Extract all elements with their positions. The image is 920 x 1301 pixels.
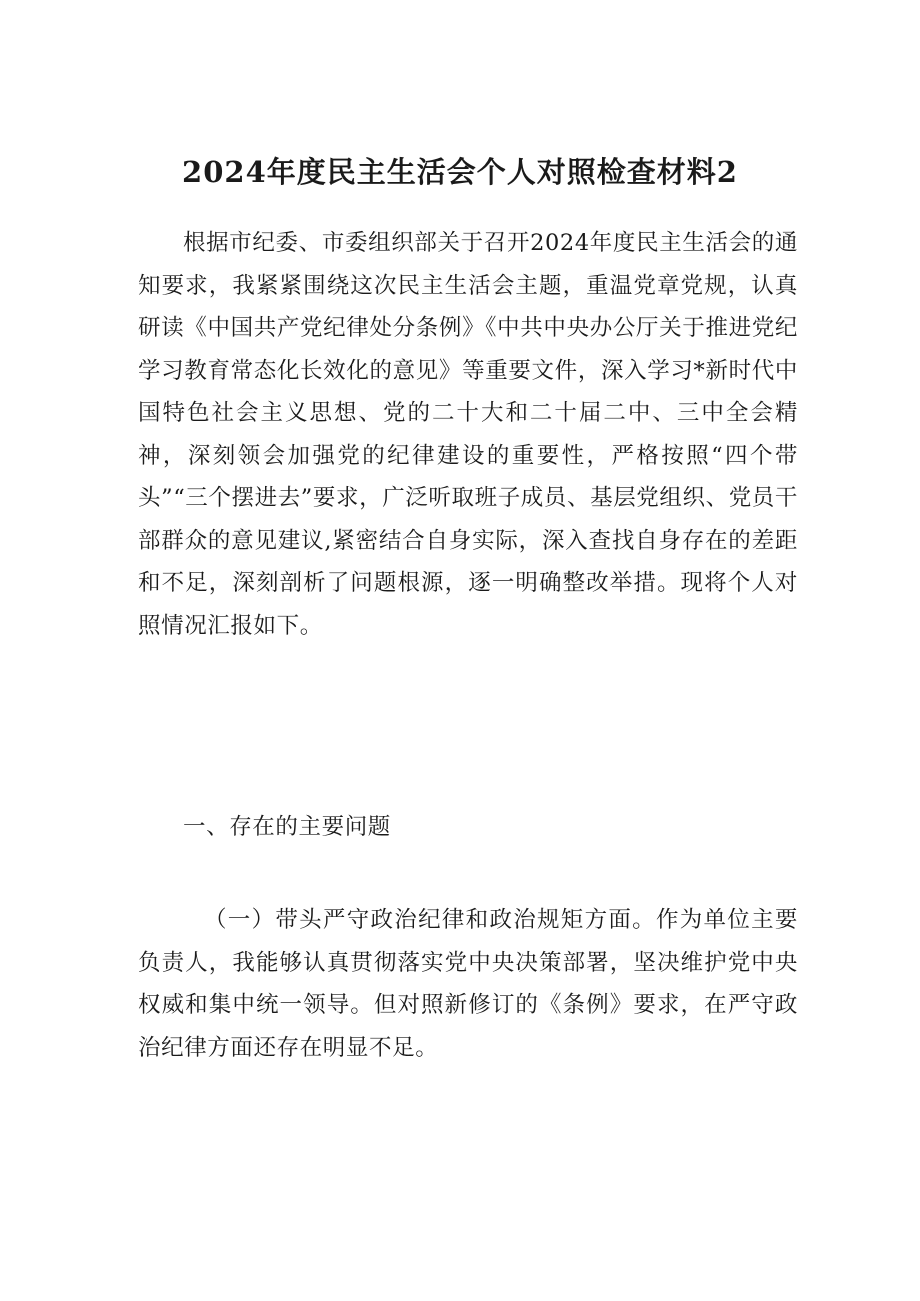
intro-paragraph: 根据市纪委、市委组织部关于召开2024年度民主生活会的通知要求，我紧紧围绕这次民主生活会主题，重温党章党规，认真研读《中国共产党纪律处分条例》《中共中央办公厅关于推进党纪学习教育常态化长效化的意见》等重要文件，深入学习*新时代中国特色社会主义思想、党的二十大和二十届二中、三中全会精神，深刻领会加强党的纪律建设的重要性，严格按照“四个带头”“三个摆进去”要求，广泛听取班子成员、基层党组织、党员干部群众的意见建议,紧密结合自身实际，深入查找自身存在的差距和不足，深刻剖析了问题根源，逐一明确整改举措。现将个人对照情况汇报如下。 <box>138 230 799 639</box>
section-heading-problems: 一、存在的主要问题 <box>183 814 391 840</box>
section-item-political-discipline: （一）带头严守政治纪律和政治规矩方面。作为单位主要负责人，我能够认真贯彻落实党中央决策部署，坚决维护党中央权威和集中统一领导。但对照新修订的《条例》要求，在严守政治纪律方面还存在明显不足。 <box>138 907 798 1061</box>
document-title: 2024年度民主生活会个人对照检查材料2 <box>182 155 738 189</box>
